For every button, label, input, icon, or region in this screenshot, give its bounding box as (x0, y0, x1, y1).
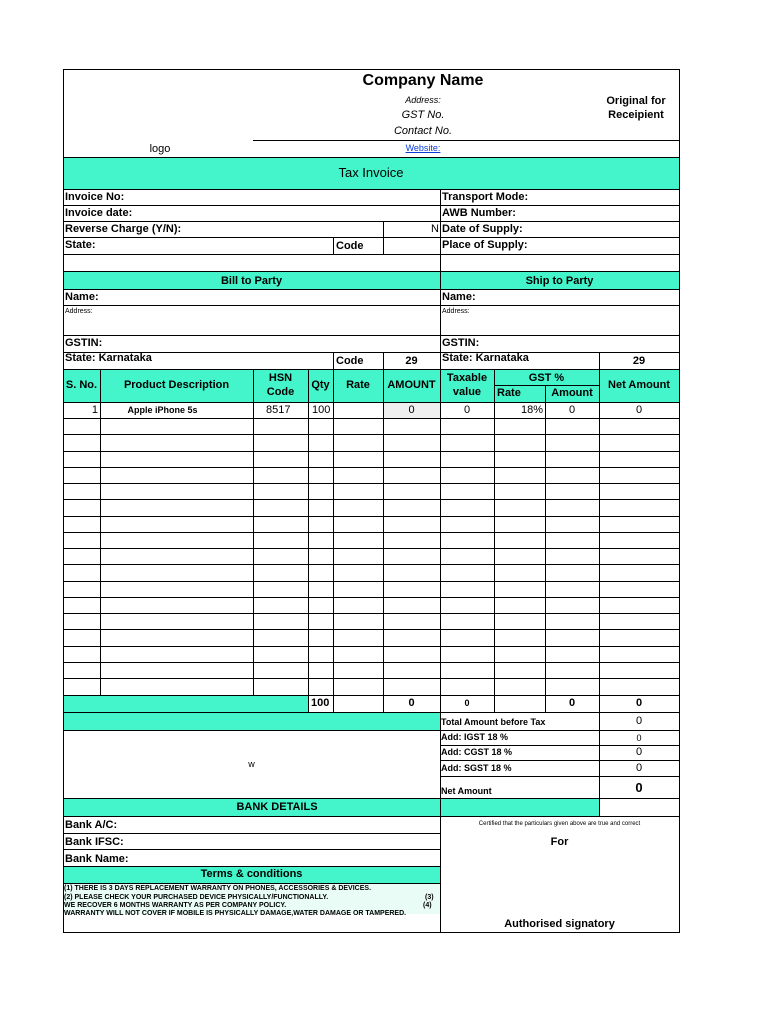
item-gst-amount: 0 (568, 404, 576, 416)
reverse-charge-value: N (431, 223, 439, 235)
bill-to-address-label: Address: (65, 308, 93, 315)
terms-line-3: WE RECOVER 6 MONTHS WARRANTY AS PER COMPANY POLICY. (64, 902, 287, 909)
ship-to-address-label: Address: (442, 308, 470, 315)
item-amount: 0 (408, 404, 415, 416)
ship-to-heading: Ship to Party (525, 275, 594, 287)
bill-to-code-value: 29 (405, 355, 418, 367)
company-website-link[interactable] (253, 143, 593, 154)
company-gst-no: GST No. (401, 109, 445, 121)
col-header-taxable-line2: value (452, 386, 482, 398)
date-of-supply-label: Date of Supply: (442, 223, 523, 235)
ship-to-name-label: Name: (442, 291, 476, 303)
certification-text: Certified that the particulars given above are true and correct (478, 821, 641, 827)
place-of-supply-label: Place of Supply: (442, 239, 528, 251)
cgst-value: 0 (635, 746, 643, 758)
amount-in-words: w (248, 759, 255, 769)
company-name: Company Name (362, 72, 484, 89)
company-contact-no: Contact No. (393, 125, 453, 137)
col-header-amount: AMOUNT (387, 379, 436, 391)
item-sno: 1 (91, 404, 98, 416)
sgst-value: 0 (635, 762, 643, 774)
igst-label: Add: IGST 18 % (441, 732, 509, 742)
col-header-gst-rate: Rate (497, 387, 521, 399)
col-header-net-amount: Net Amount (608, 379, 670, 391)
website-label[interactable]: Website: (405, 143, 441, 153)
company-address: Address: (405, 95, 441, 105)
col-header-product: Product Description (123, 379, 230, 391)
bill-to-heading: Bill to Party (220, 275, 283, 287)
original-copy-label-line1: Original for (606, 95, 666, 107)
bank-name-label: Bank Name: (65, 853, 129, 865)
ship-to-gstin-label: GSTIN: (442, 337, 480, 349)
reverse-charge-label: Reverse Charge (Y/N): (65, 223, 182, 235)
terms-line-3-number: (4) (423, 902, 432, 909)
terms-heading: Terms & conditions (200, 868, 303, 880)
col-header-hsn-line2: Code (266, 386, 295, 398)
item-qty: 100 (312, 404, 331, 416)
bank-account-label: Bank A/C: (65, 819, 118, 831)
total-gst-amount: 0 (568, 697, 576, 709)
terms-line-2-number: (3) (425, 894, 434, 901)
transport-mode-label: Transport Mode: (442, 191, 529, 203)
original-copy-label-line2: Receipient (608, 109, 664, 121)
invoice-date-label: Invoice date: (65, 207, 133, 219)
item-taxable: 0 (463, 404, 471, 416)
total-net-amount: 0 (635, 697, 643, 709)
page-title: Tax Invoice (338, 165, 404, 180)
invoice-no-label: Invoice No: (65, 191, 125, 203)
ship-to-code-value: 29 (632, 355, 646, 367)
before-tax-label: Total Amount before Tax (441, 717, 546, 727)
bill-to-gstin-label: GSTIN: (65, 337, 103, 349)
bank-heading: BANK DETAILS (236, 801, 318, 813)
col-header-rate: Rate (346, 379, 370, 391)
item-gst-rate: 18% (520, 404, 543, 416)
authorised-signatory: Authorised signatory (504, 918, 615, 930)
item-net-amount: 0 (635, 404, 643, 416)
total-taxable: 0 (464, 698, 470, 708)
col-header-gst: GST % (528, 372, 565, 384)
logo: logo (149, 143, 171, 155)
state-label: State: (65, 239, 96, 251)
terms-line-2: (2) PLEASE CHECK YOUR PURCHASED DEVICE PHYSICALLY/FUNCTIONALLY. (64, 894, 329, 901)
col-header-hsn-line1: HSN (268, 372, 293, 384)
awb-number-label: AWB Number: (442, 207, 516, 219)
ship-to-state: State: Karnataka (442, 352, 529, 364)
signature-for: For (550, 836, 569, 848)
before-tax-value: 0 (635, 715, 643, 727)
total-qty: 100 (311, 697, 330, 709)
col-header-qty: Qty (311, 379, 330, 391)
col-header-gst-amount: Amount (551, 387, 593, 399)
bill-to-state: State: Karnataka (65, 352, 152, 364)
col-header-taxable-line1: Taxable (446, 372, 488, 384)
terms-line-1: (1) THERE IS 3 DAYS REPLACEMENT WARRANTY ON PHONES, ACCESSORIES & DEVICES. (64, 885, 372, 892)
item-product: Apple iPhone 5s (127, 405, 198, 415)
bill-to-name-label: Name: (65, 291, 99, 303)
sgst-label: Add: SGST 18 % (441, 763, 512, 773)
net-amount-value: 0 (635, 780, 643, 795)
bank-ifsc-label: Bank IFSC: (65, 836, 124, 848)
net-amount-label: Net Amount (441, 786, 492, 796)
item-hsn: 8517 (266, 404, 291, 416)
state-code-label: Code (336, 240, 364, 252)
col-header-sno: S. No. (65, 379, 98, 391)
cgst-label: Add: CGST 18 % (441, 747, 513, 757)
bill-to-code-label: Code (336, 355, 364, 367)
total-amount: 0 (408, 697, 415, 709)
terms-line-4: WARRANTY WILL NOT COVER IF MOBILE IS PHYSICALLY DAMAGE,WATER DAMAGE OR TAMPERED. (64, 910, 407, 917)
igst-value: 0 (636, 733, 642, 743)
